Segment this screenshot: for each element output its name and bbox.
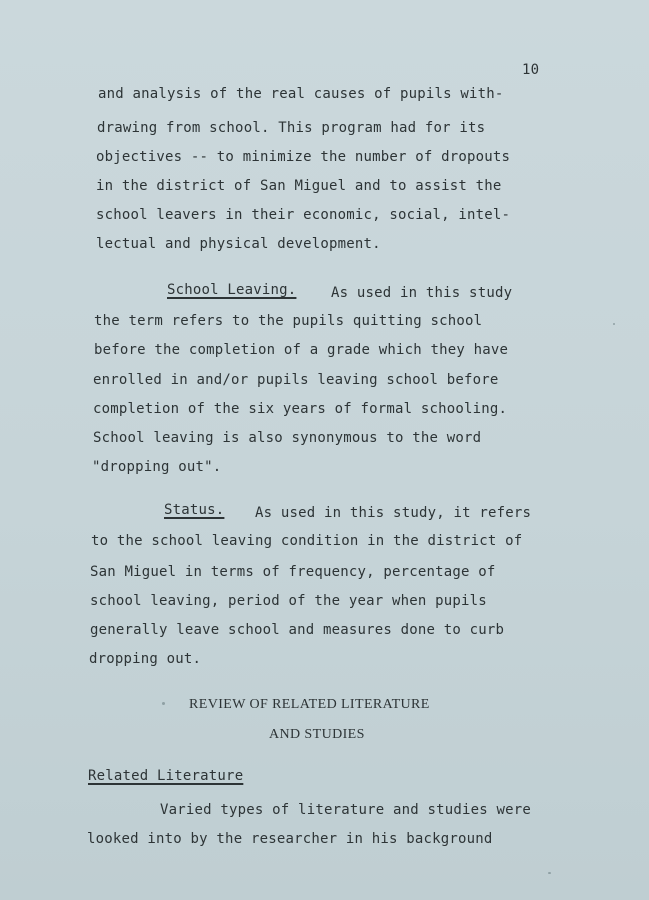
page-number: 10 xyxy=(522,62,540,78)
text-line: the term refers to the pupils quitting school xyxy=(94,313,483,329)
text-line: "dropping out". xyxy=(92,459,222,475)
text-line: objectives -- to minimize the number of dropouts xyxy=(96,149,511,165)
status-heading: Status. xyxy=(164,502,225,518)
text-line: San Miguel in terms of frequency, percentage of xyxy=(90,564,496,580)
text-line: dropping out. xyxy=(89,651,202,667)
text-line: lectual and physical development. xyxy=(96,236,381,252)
text-line: in the district of San Miguel and to assist the xyxy=(96,178,502,194)
text-line: As used in this study, it refers xyxy=(255,505,532,521)
paper-speck xyxy=(548,872,551,874)
text-line: to the school leaving condition in the district of xyxy=(91,533,523,549)
school-leaving-heading: School Leaving. xyxy=(167,282,297,298)
text-line: generally leave school and measures done to curb xyxy=(90,622,505,638)
paper-speck xyxy=(162,702,165,705)
text-line: school leaving, period of the year when pupils xyxy=(90,593,487,609)
text-line: As used in this study xyxy=(331,285,513,301)
text-line: enrolled in and/or pupils leaving school before xyxy=(93,372,499,388)
review-heading-line: REVIEW OF RELATED LITERATURE xyxy=(189,697,430,712)
text-line: drawing from school. This program had for its xyxy=(97,120,486,136)
text-line: and analysis of the real causes of pupils with- xyxy=(98,86,504,102)
related-literature-heading: Related Literature xyxy=(88,768,244,784)
text-line: before the completion of a grade which they have xyxy=(94,342,509,358)
text-line: completion of the six years of formal schooling. xyxy=(93,401,508,417)
paper-speck xyxy=(613,323,615,325)
text-line: School leaving is also synonymous to the word xyxy=(93,430,482,446)
review-heading-line: AND STUDIES xyxy=(269,727,365,742)
text-line: school leavers in their economic, social, intel- xyxy=(96,207,511,223)
text-line: Varied types of literature and studies were xyxy=(160,802,532,818)
text-line: looked into by the researcher in his background xyxy=(87,831,493,847)
